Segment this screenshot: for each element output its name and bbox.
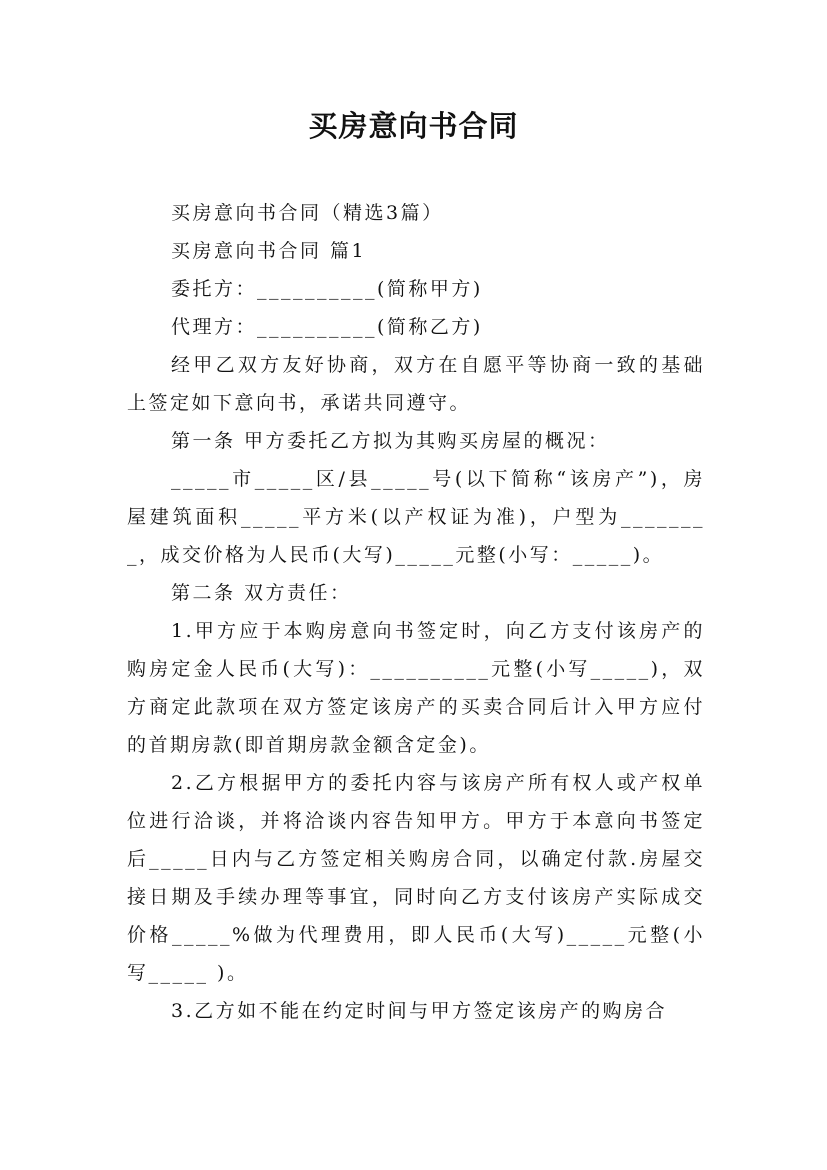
paragraph-article-1-heading: 第一条 甲方委托乙方拟为其购买房屋的概况： (171, 430, 610, 452)
paragraph-subtitle: 买房意向书合同（精选3篇） (171, 202, 444, 224)
paragraph-clause-1: 1.甲方应于本购房意向书签定时，向乙方支付该房产的购房定金人民币(大写)：__________元整(小写_____)，双方商定此款项在双方签定该房产的买卖合同后计入甲方应付的首期房款(即首期房款金额含定金)。 (127, 620, 705, 756)
document-body (127, 194, 705, 1030)
paragraph-article-1-body: _____市_____区/县_____号(以下简称“该房产”)，房屋建筑面积_____平方米(以产权证为准)，户型为________，成交价格为人民币(大写)_____元整(小写：_____)。 (127, 468, 705, 566)
paragraph-clause-2: 2.乙方根据甲方的委托内容与该房产所有权人或产权单位进行洽谈，并将洽谈内容告知甲方。甲方于本意向书签定后_____日内与乙方签定相关购房合同，以确定付款.房屋交接日期及手续办理等事宜，同时向乙方支付该房产实际成交价格_____%做为代理费用，即人民币(大写)_____元整(小写_____ )。 (127, 772, 705, 984)
paragraph-preamble: 经甲乙双方友好协商，双方在自愿平等协商一致的基础上签定如下意向书，承诺共同遵守。 (127, 354, 705, 414)
document-title: 买房意向书合同 (308, 109, 519, 143)
paragraph-section-heading: 买房意向书合同 篇1 (171, 240, 367, 262)
paragraph-clause-3: 3.乙方如不能在约定时间与甲方签定该房产的购房合 (171, 1000, 668, 1022)
paragraph-agent: 代理方：__________(简称乙方) (171, 316, 483, 338)
paragraph-article-2-heading: 第二条 双方责任： (171, 582, 352, 604)
paragraph-principal: 委托方：__________(简称甲方) (171, 278, 483, 300)
